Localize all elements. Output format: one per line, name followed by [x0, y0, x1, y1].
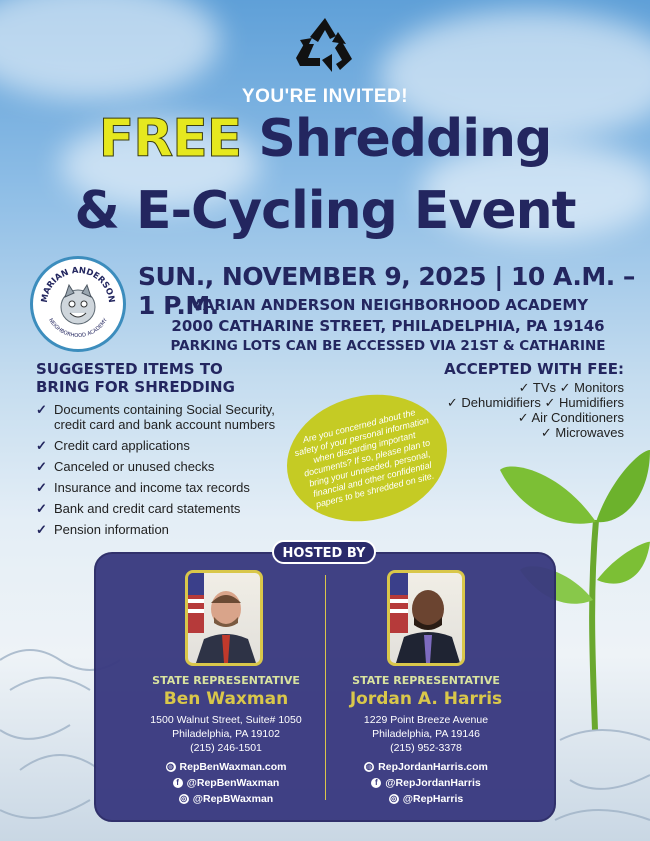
- facebook-icon: f: [371, 778, 381, 788]
- event-venue: MARIAN ANDERSON NEIGHBORHOOD ACADEMY: [187, 296, 589, 314]
- parking-note: PARKING LOTS CAN BE ACCESSED VIA 21ST & CATHARINE: [170, 338, 606, 354]
- rep-instagram-link[interactable]: [126, 791, 326, 807]
- list-item-text: Documents containing Social Security, credit card and bank account numbers: [54, 402, 276, 432]
- suggested-items-list: [36, 402, 306, 543]
- invited-heading: YOU'RE INVITED!: [241, 86, 409, 107]
- rep-instagram-link[interactable]: [326, 791, 526, 807]
- logo-top-text: MARIAN ANDERSON: [39, 265, 117, 304]
- check-icon: ✓: [36, 402, 47, 417]
- suggested-title-line-1: SUGGESTED ITEMS TO: [36, 360, 223, 378]
- rep-address-line-1: 1500 Walnut Street, Suite# 1050: [150, 714, 302, 726]
- rep-facebook-link[interactable]: [126, 775, 326, 791]
- check-icon: ✓: [36, 501, 47, 516]
- representative-block: [326, 674, 526, 807]
- suggested-items-title: [36, 360, 276, 396]
- rep-facebook-text: @RepBenWaxman: [186, 777, 280, 789]
- list-item-text: Credit card applications: [54, 438, 190, 453]
- globe-icon: ◍: [365, 762, 373, 771]
- fee-line: ✓ TVs ✓ Monitors: [518, 380, 624, 395]
- rep-address-line-1: 1229 Point Breeze Avenue: [363, 714, 489, 726]
- rep-role: STATE REPRESENTATIVE: [152, 674, 300, 687]
- list-item: [36, 501, 306, 516]
- rep-address-line-2: Philadelphia, PA 19102: [172, 728, 280, 740]
- fee-line: ✓ Microwaves: [540, 425, 624, 440]
- list-item: [36, 402, 306, 432]
- rep-instagram-text: @RepBWaxman: [192, 793, 274, 805]
- avatar: [387, 570, 465, 666]
- rep-website-link[interactable]: [126, 759, 326, 775]
- event-date: SUN., NOVEMBER 9, 2025 | 10 A.M. – 1 P.M.: [138, 262, 635, 320]
- facebook-icon: f: [173, 778, 183, 788]
- list-item-text: Bank and credit card statements: [54, 501, 241, 516]
- title-shredding: Shredding: [258, 109, 552, 169]
- list-item: [36, 438, 306, 453]
- rep-phone: (215) 246-1501: [190, 742, 262, 754]
- title-line-2: & E-Cycling Event: [74, 181, 576, 241]
- rep-name: Jordan A. Harris: [349, 689, 503, 709]
- avatar: [185, 570, 263, 666]
- list-item-text: Insurance and income tax records: [54, 480, 250, 495]
- rep-role: STATE REPRESENTATIVE: [352, 674, 500, 687]
- list-item: [36, 522, 306, 537]
- rep-address-line-2: Philadelphia, PA 19146: [372, 728, 480, 740]
- check-icon: ✓: [36, 480, 47, 495]
- rep-facebook-link[interactable]: [326, 775, 526, 791]
- logo-bottom-text: NEIGHBORHOOD ACADEMY: [47, 317, 109, 340]
- globe-icon: ◍: [167, 762, 174, 771]
- list-item: [36, 480, 306, 495]
- list-item: [36, 459, 306, 474]
- rep-instagram-text: @RepHarris: [402, 793, 464, 805]
- title-free: FREE: [98, 109, 242, 169]
- recycle-icon: [292, 14, 358, 78]
- event-address: 2000 CATHARINE STREET, PHILADELPHIA, PA 19146: [171, 317, 605, 335]
- cloud-decoration: [0, 0, 220, 100]
- accepted-with-fee-title: ACCEPTED WITH FEE:: [444, 360, 624, 378]
- concern-bubble-text: Are you concerned about the safety of your personal information when discarding important documents? If so, please plan to bring your unneeded, personal, financial and other confidential papers to be shredded on site.: [293, 406, 436, 510]
- suggested-title-line-2: BRING FOR SHREDDING: [36, 378, 235, 396]
- list-item-text: Canceled or unused checks: [54, 459, 215, 474]
- fee-line: ✓ Air Conditioners: [517, 410, 624, 425]
- rep-phone: (215) 952-3378: [390, 742, 462, 754]
- rep-website-text: RepBenWaxman.com: [179, 761, 287, 773]
- rep-website-link[interactable]: [326, 759, 526, 775]
- check-icon: ✓: [36, 459, 47, 474]
- rep-website-text: RepJordanHarris.com: [378, 761, 488, 773]
- hosted-by-label: HOSTED BY: [272, 540, 376, 564]
- check-icon: ✓: [36, 438, 47, 453]
- fee-line: ✓ Dehumidifiers ✓ Humidifiers: [446, 395, 624, 410]
- list-item-text: Pension information: [54, 522, 169, 537]
- rep-name: Ben Waxman: [163, 689, 289, 709]
- rep-facebook-text: @RepJordanHarris: [385, 777, 481, 789]
- instagram-icon: ◎: [390, 794, 398, 803]
- representative-block: [126, 674, 326, 807]
- school-logo: [30, 256, 126, 352]
- title-line-1: [0, 109, 650, 169]
- instagram-icon: ◎: [180, 794, 188, 803]
- check-icon: ✓: [36, 522, 47, 537]
